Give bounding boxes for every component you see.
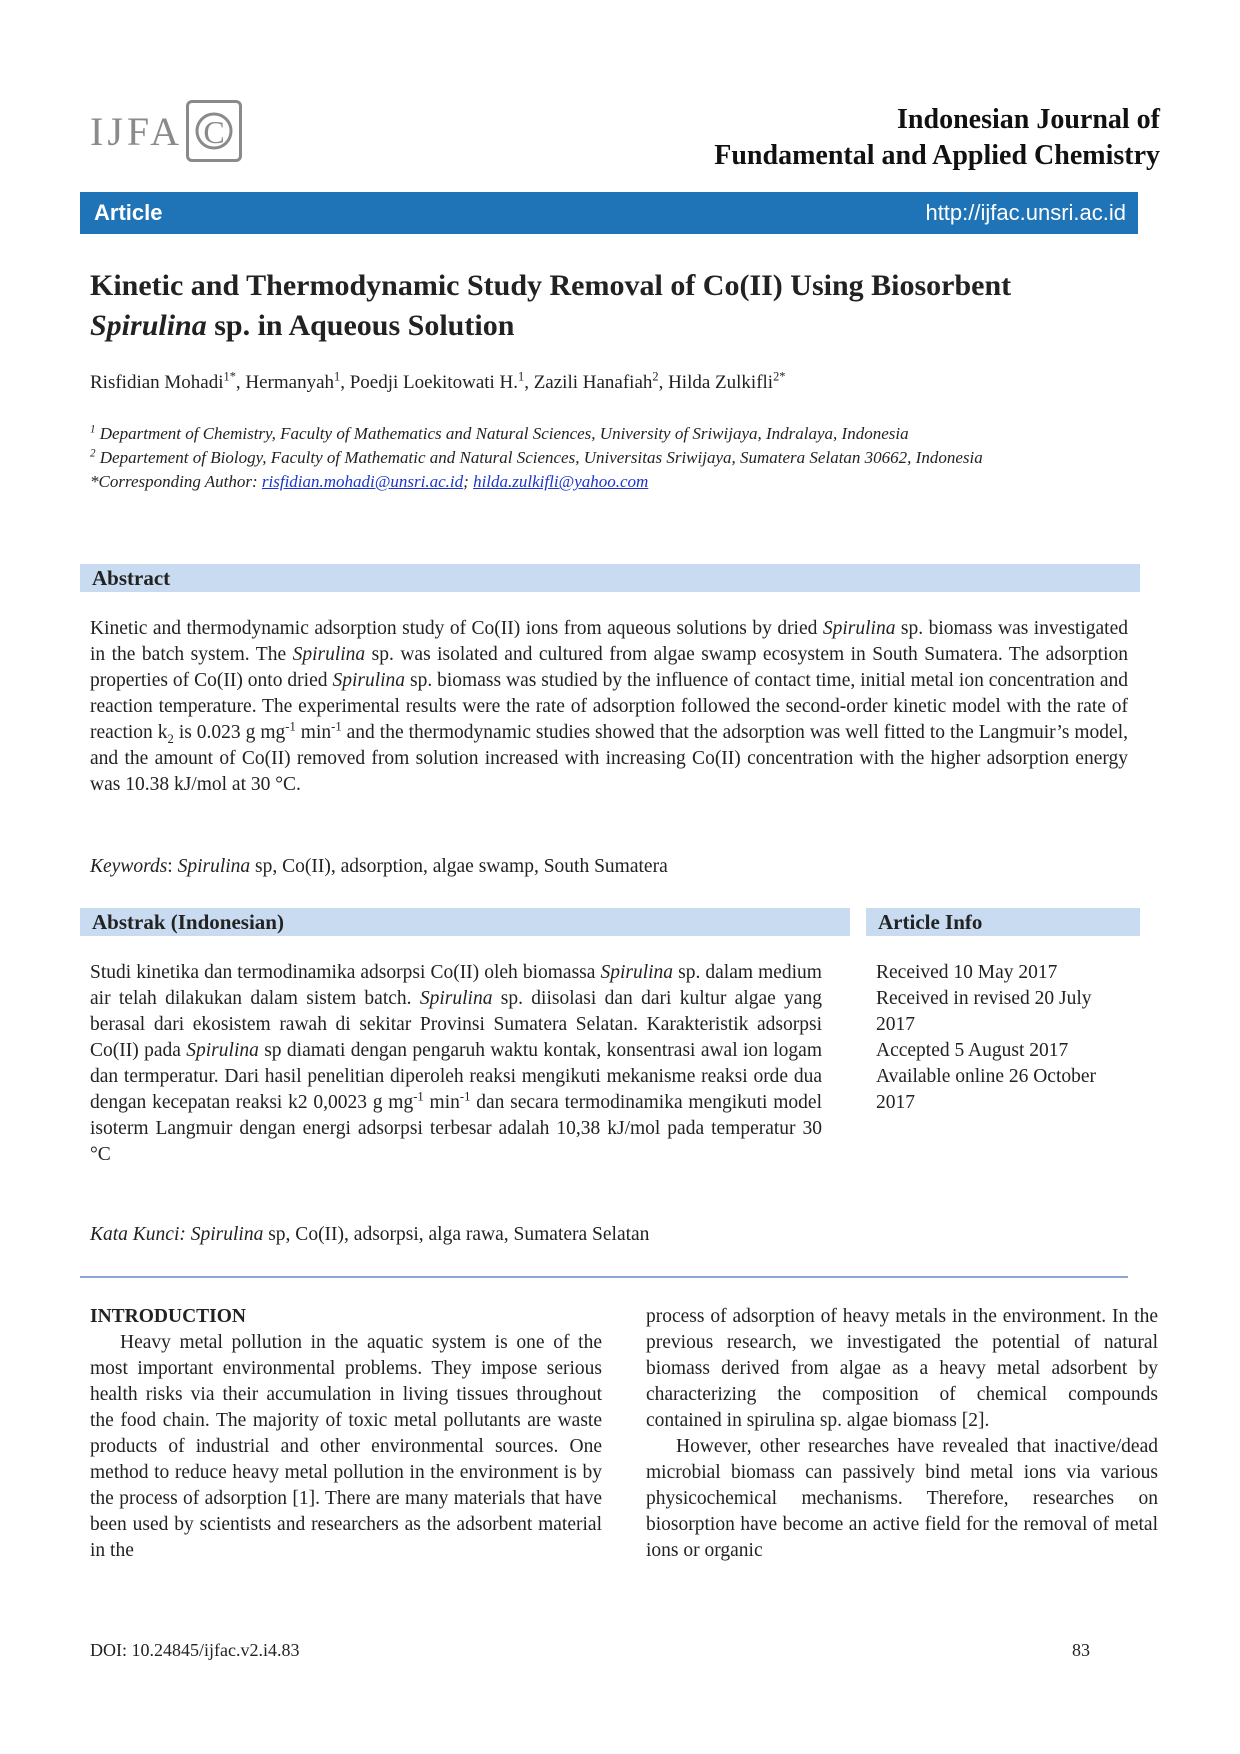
email-separator: ; [463,472,474,491]
intro-paragraph-3: However, other researches have revealed that inactive/dead microbial biomass can passively bind metal ions via various physicochemical mechanisms. Therefore, researches on biosorption have become an active field for the removal of metal ions or organic [646,1436,1158,1561]
author-sup: 1 [518,369,525,384]
abstrak-heading: Abstrak (Indonesian) [80,908,850,936]
journal-name [714,102,1160,174]
text: sp, Co(II), adsorption, algae swamp, South Sumatera [250,856,668,877]
text: dan secara termodinamika mengikuti model isoterm Langmuir dengan energi adsorpsi terbesar adalah 10,38 kJ/mol pada temperatur 30 °C [90,1092,822,1165]
corresponding-label: *Corresponding Author: [90,472,262,491]
introduction-heading: INTRODUCTION [90,1306,247,1327]
subscript: 2 [167,731,174,746]
text: sp. dalam medium air telah dilakukan dalam sistem batch. [90,962,822,1009]
text: min [423,1092,460,1113]
text: Kinetic and thermodynamic adsorption study of Co(II) ions from aqueous solutions by dried [90,618,823,639]
received-date: Received 10 May 2017 [876,962,1058,983]
species-name: Spirulina [186,1040,259,1061]
email-link-1[interactable]: risfidian.mohadi@unsri.ac.id [261,472,464,491]
email-link-2[interactable]: hilda.zulkifli@yahoo.com [473,472,649,491]
title-species: Spirulina [90,309,207,342]
text: sp. was isolated and cultured from algae swamp ecosystem in South Sumatera. The adsorption properties of Co(II) onto dried [90,644,1128,691]
title-rest: sp. in Aqueous Solution [206,309,515,342]
species-name: Spirulina [177,856,251,877]
species-name: Spirulina [600,962,674,983]
text: sp. diisolasi dan dari kultur algae yang berasal dari ekosistem rawah di sekitar Provinsi Sumatera Selatan. Karakteristik adsorpsi Co(II) pada [90,988,822,1061]
author-sup: 1 [334,369,341,384]
superscript: -1 [331,719,342,734]
journal-logo [90,100,250,170]
page-number: 83 [1072,1640,1090,1660]
author-sup: 2 [652,369,659,384]
online-date: Available online 26 October 2017 [876,1066,1097,1113]
kata-kunci [90,1224,649,1246]
text: sp. biomass was studied by the influence of contact time, initial metal ion concentration and reaction temperature. The experimental results were the rate of adsorption followed the second-order kinetic model with the rate of reaction k [90,670,1128,743]
superscript: -1 [459,1089,471,1104]
author-list [90,369,786,394]
intro-paragraph-2: process of adsorption of heavy metals in the environment. In the previous research, we investigated the potential of natural biomass derived from algae as a heavy metal adsorbent by characterizing the composition of chemical compounds contained in spirulina sp. algae biomass [2]. [646,1306,1158,1431]
author: Risfidian Mohadi [90,372,224,393]
text: Studi kinetika dan termodinamika adsorpsi Co(II) oleh biomassa [90,962,601,983]
text: and the thermodynamic studies showed that the adsorption was well fitted to the Langmuir’s model, and the amount of Co(II) removed from solution increased with increasing Co(II) concentration with the higher adsorption energy was 10.38 kJ/mol at 30 °C. [90,722,1128,795]
logo-letter: C [203,114,225,150]
superscript: -1 [413,1089,424,1104]
author: , Poedji Loekitowati H. [340,372,519,393]
text: sp. biomass was investigated in the batch system. The [90,618,1128,665]
species-name: Spirulina [332,670,406,691]
keywords-label: Keywords [90,856,168,877]
logo-text: IJFA [90,109,184,154]
affiliation-2 [90,446,1130,470]
paper-title [90,266,1136,346]
section-divider [80,1276,1128,1278]
logo-c-icon [186,100,242,162]
text: : [167,856,178,877]
intro-column-left [90,1304,602,1564]
abstract-text [90,616,1128,798]
article-info [876,960,1130,1116]
species-name: Spirulina [292,644,366,665]
title-line1: Kinetic and Thermodynamic Study Removal of Co(II) Using Biosorbent [90,269,1012,302]
abstrak-text [90,960,822,1168]
text: sp diamati dengan pengaruh waktu kontak, konsentrasi awal ion logam dan termperatur. Dari hasil penelitian diperoleh reaksi mengikuti mekanisme reaksi orde dua dengan kecepatan reaksi k2 0,0023 g mg [90,1040,822,1113]
affiliation-sup: 1 [90,423,96,436]
accepted-date: Accepted 5 August 2017 [876,1040,1069,1061]
author: , Hermanyah [235,372,335,393]
revised-date: Received in revised 20 July 2017 [876,988,1092,1035]
text: is 0.023 g mg [173,722,286,743]
text: min [295,722,332,743]
affiliation-text: Departement of Biology, Faculty of Mathematic and Natural Sciences, Universitas Sriwijaya, Sumatera Selatan 30662, Indonesia [95,448,983,467]
article-info-heading: Article Info [866,908,1140,936]
kata-kunci-label: Kata Kunci: [90,1224,191,1245]
abstract-heading: Abstract [80,564,1140,592]
species-name: Spirulina [190,1224,264,1245]
intro-paragraph-1: Heavy metal pollution in the aquatic system is one of the most important environmental problems. They impose serious health risks via their accumulation in living tissues throughout the food chain. The majority of toxic metal pollutants are waste products of industrial and other environmental sources. One method to reduce heavy metal pollution in the environment is by the process of adsorption [1]. There are many materials that have been used by scientists and researchers as the adsorbent material in the [90,1332,602,1561]
affiliation-sup: 2 [90,447,96,460]
intro-column-right [646,1304,1158,1564]
author-sup: 2* [773,369,786,384]
species-name: Spirulina [822,618,896,639]
doi: DOI: 10.24845/ijfac.v2.i4.83 [90,1640,300,1660]
affiliations [90,422,1130,494]
journal-name-line2: Fundamental and Applied Chemistry [714,140,1160,171]
author-sup: 1* [223,369,236,384]
affiliation-text: Department of Chemistry, Faculty of Mathematics and Natural Sciences, University of Sriwijaya, Indralaya, Indonesia [95,424,909,443]
article-bar [80,192,1138,234]
affiliation-1 [90,422,1130,446]
species-name: Spirulina [419,988,493,1009]
keywords [90,856,668,878]
journal-name-line1: Indonesian Journal of [897,104,1160,135]
corresponding-author [90,470,1130,494]
article-type-label: Article [94,200,163,225]
text: sp, Co(II), adsorpsi, alga rawa, Sumatera Selatan [263,1224,650,1245]
superscript: -1 [285,719,296,734]
author: , Zazili Hanafiah [524,372,653,393]
journal-url-link[interactable]: http://ijfac.unsri.ac.id [925,200,1126,225]
title-line2 [90,306,1136,346]
author: , Hilda Zulkifli [658,372,774,393]
